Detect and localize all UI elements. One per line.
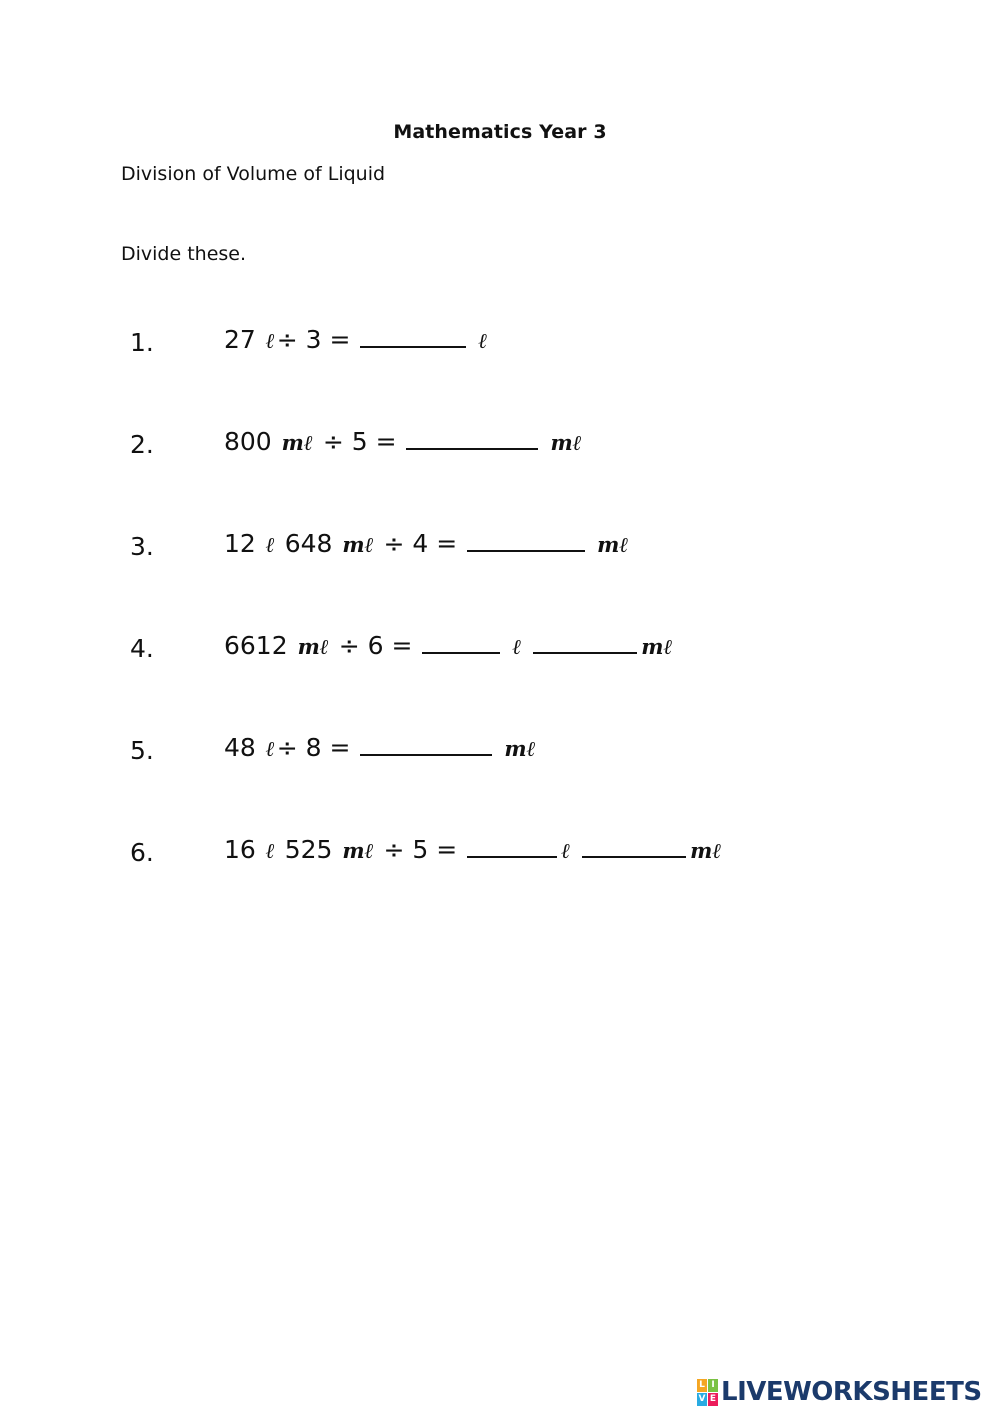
logo-mark-letter: I <box>708 1379 718 1392</box>
quantity: 800 <box>224 427 272 456</box>
quantity: 12 <box>224 529 256 558</box>
unit-label: ℓ <box>265 328 275 353</box>
unit-label: ℓ <box>478 328 488 353</box>
logo-mark-letter: E <box>709 1393 717 1404</box>
unit-label: mℓ <box>641 634 673 659</box>
operator-text: ÷ 5 = <box>383 835 458 864</box>
question-expression <box>224 730 538 762</box>
question-number: 2. <box>130 430 154 459</box>
question-number: 3. <box>130 532 154 561</box>
unit-label: mℓ <box>690 838 722 863</box>
answer-blank-millilitres[interactable] <box>582 832 686 858</box>
unit-label: mℓ <box>342 838 374 863</box>
question-1 <box>0 322 1000 362</box>
question-5 <box>0 730 1000 770</box>
unit-label: ℓ <box>265 838 275 863</box>
instruction-text: Divide these. <box>121 243 247 265</box>
unit-label: ℓ <box>512 634 522 659</box>
quantity: 27 <box>224 325 256 354</box>
operator-text: ÷ 3 = <box>276 325 351 354</box>
quantity: 48 <box>224 733 256 762</box>
quantity: 525 <box>284 835 333 864</box>
question-number: 1. <box>130 328 154 357</box>
operator-text: ÷ 5 = <box>322 427 397 456</box>
quantity: 6612 <box>224 631 288 660</box>
question-6 <box>0 832 1000 872</box>
question-expression <box>224 832 723 864</box>
answer-blank[interactable] <box>360 730 492 756</box>
quantity: 648 <box>284 529 333 558</box>
question-expression <box>224 628 674 660</box>
logo-mark-icon <box>697 1379 718 1406</box>
operator-text: ÷ 4 = <box>383 529 458 558</box>
unit-label: mℓ <box>342 532 374 557</box>
worksheet-subtitle: Division of Volume of Liquid <box>121 163 386 185</box>
operator-text: ÷ 6 = <box>338 631 413 660</box>
liveworksheets-logo <box>697 1378 982 1406</box>
logo-mark-letter: V <box>698 1393 706 1404</box>
unit-label: mℓ <box>597 532 629 557</box>
answer-blank-litres[interactable] <box>467 832 557 858</box>
quantity: 16 <box>224 835 256 864</box>
unit-label: mℓ <box>297 634 329 659</box>
question-4 <box>0 628 1000 668</box>
logo-brand-text: LIVEWORKSHEETS <box>721 1377 982 1407</box>
page-title: Mathematics Year 3 <box>393 121 607 143</box>
unit-label: mℓ <box>281 430 313 455</box>
unit-label: mℓ <box>504 736 536 761</box>
unit-label: ℓ <box>265 532 275 557</box>
unit-label: mℓ <box>550 430 582 455</box>
unit-label: ℓ <box>561 838 571 863</box>
question-number: 5. <box>130 736 154 765</box>
question-expression <box>224 526 630 558</box>
question-3 <box>0 526 1000 566</box>
answer-blank[interactable] <box>467 526 585 552</box>
logo-mark-letter: L <box>697 1379 707 1392</box>
answer-blank-litres[interactable] <box>422 628 500 654</box>
question-2 <box>0 424 1000 464</box>
unit-label: ℓ <box>265 736 275 761</box>
answer-blank[interactable] <box>360 322 466 348</box>
question-expression <box>224 322 489 354</box>
operator-text: ÷ 8 = <box>276 733 351 762</box>
question-number: 4. <box>130 634 154 663</box>
question-expression <box>224 424 584 456</box>
answer-blank-millilitres[interactable] <box>533 628 637 654</box>
answer-blank[interactable] <box>406 424 538 450</box>
question-number: 6. <box>130 838 154 867</box>
